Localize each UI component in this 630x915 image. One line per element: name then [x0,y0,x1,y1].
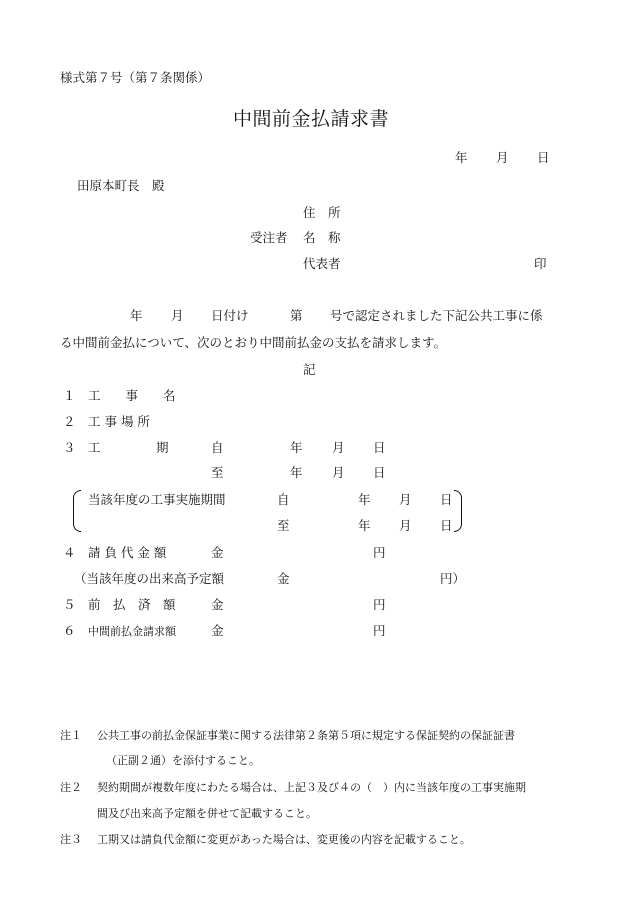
date-year: 年 [455,150,468,165]
item3-to-month: 月 [332,465,345,480]
item4-yen: 円 [373,545,386,560]
item3-from-month: 月 [332,440,345,455]
body-dated-year: 年 [130,308,143,323]
item3-to-year: 年 [290,465,303,480]
note1-mark: 注１ [60,729,82,742]
item4-sub-yen: 円） [440,571,466,586]
item2-number: ２ [63,414,76,429]
note1-line2: （正副２通）を添付すること。 [106,754,260,767]
body-line1-tail: 号で認定されました下記公共工事に係 [330,308,543,323]
item5-number: ５ [63,597,76,612]
fiscal-from-year: 年 [358,492,371,507]
item4-label: 請 負 代 金 額 [88,545,167,560]
address-label: 住 所 [303,205,341,220]
body-line2: る中間前金払について、次のとおり中間前払金の支払を請求します。 [60,335,447,350]
item4-sub-kin: 金 [277,571,290,586]
item5-kin: 金 [211,597,224,612]
fiscal-to: 至 [277,518,290,533]
note2-mark: 注２ [60,781,82,794]
fiscal-from-day: 日 [440,492,453,507]
item5-label: 前 払 済 額 [88,597,176,612]
item3-from-day: 日 [373,440,386,455]
item6-label: 中間前払金請求額 [88,625,176,638]
date-month: 月 [496,150,509,165]
body-dated-day: 日付け [211,308,249,323]
item6-kin: 金 [211,623,224,638]
date-day: 日 [537,150,550,165]
item1-label: 工 事 名 [88,388,176,403]
item3-to-day: 日 [373,465,386,480]
fiscal-from-month: 月 [399,492,412,507]
form-label: 様式第７号（第７条関係） [60,70,211,85]
name-label: 名 称 [303,230,341,245]
contractor-role: 受注者 [250,230,288,245]
representative-label: 代表者 [303,256,341,271]
item4-number: ４ [63,545,76,560]
item4-sub-label: （当該年度の出来高予定額 [74,571,225,586]
item3-label-a: 工 [88,440,101,455]
item3-number: ３ [63,440,76,455]
fiscal-period-label: 当該年度の工事実施期間 [88,492,226,507]
item3-to: 至 [211,465,224,480]
note2-line1: 契約期間が複数年度にわたる場合は、上記３及び４の（ ）内に当該年度の工事実施期 [97,781,526,794]
ki-heading: 記 [303,362,316,377]
right-bracket [454,490,462,532]
body-number-prefix: 第 [290,308,303,323]
addressee: 田原本町長 殿 [77,178,165,193]
note3-line1: 工期又は請負代金額に変更があった場合は、変更後の内容を記載すること。 [97,833,471,846]
note1-line1: 公共工事の前払金保証事業に関する法律第２条第５項に規定する保証契約の保証証書 [97,729,515,742]
body-dated-month: 月 [171,308,184,323]
item3-from: 自 [211,440,224,455]
item6-yen: 円 [373,623,386,638]
fiscal-from: 自 [277,492,290,507]
fiscal-to-day: 日 [440,518,453,533]
item4-kin: 金 [211,545,224,560]
note2-line2: 間及び出来高予定額を併せて記載すること。 [97,807,317,820]
seal-mark: 印 [534,256,547,271]
item3-from-year: 年 [290,440,303,455]
fiscal-to-month: 月 [399,518,412,533]
item2-label: 工 事 場 所 [88,414,150,429]
item1-number: １ [63,388,76,403]
note3-mark: 注３ [60,833,82,846]
item3-label-b: 期 [156,440,169,455]
fiscal-to-year: 年 [358,518,371,533]
document-title: 中間前金払請求書 [233,108,390,130]
item6-number: ６ [63,623,76,638]
item5-yen: 円 [373,597,386,612]
left-bracket [73,490,81,532]
